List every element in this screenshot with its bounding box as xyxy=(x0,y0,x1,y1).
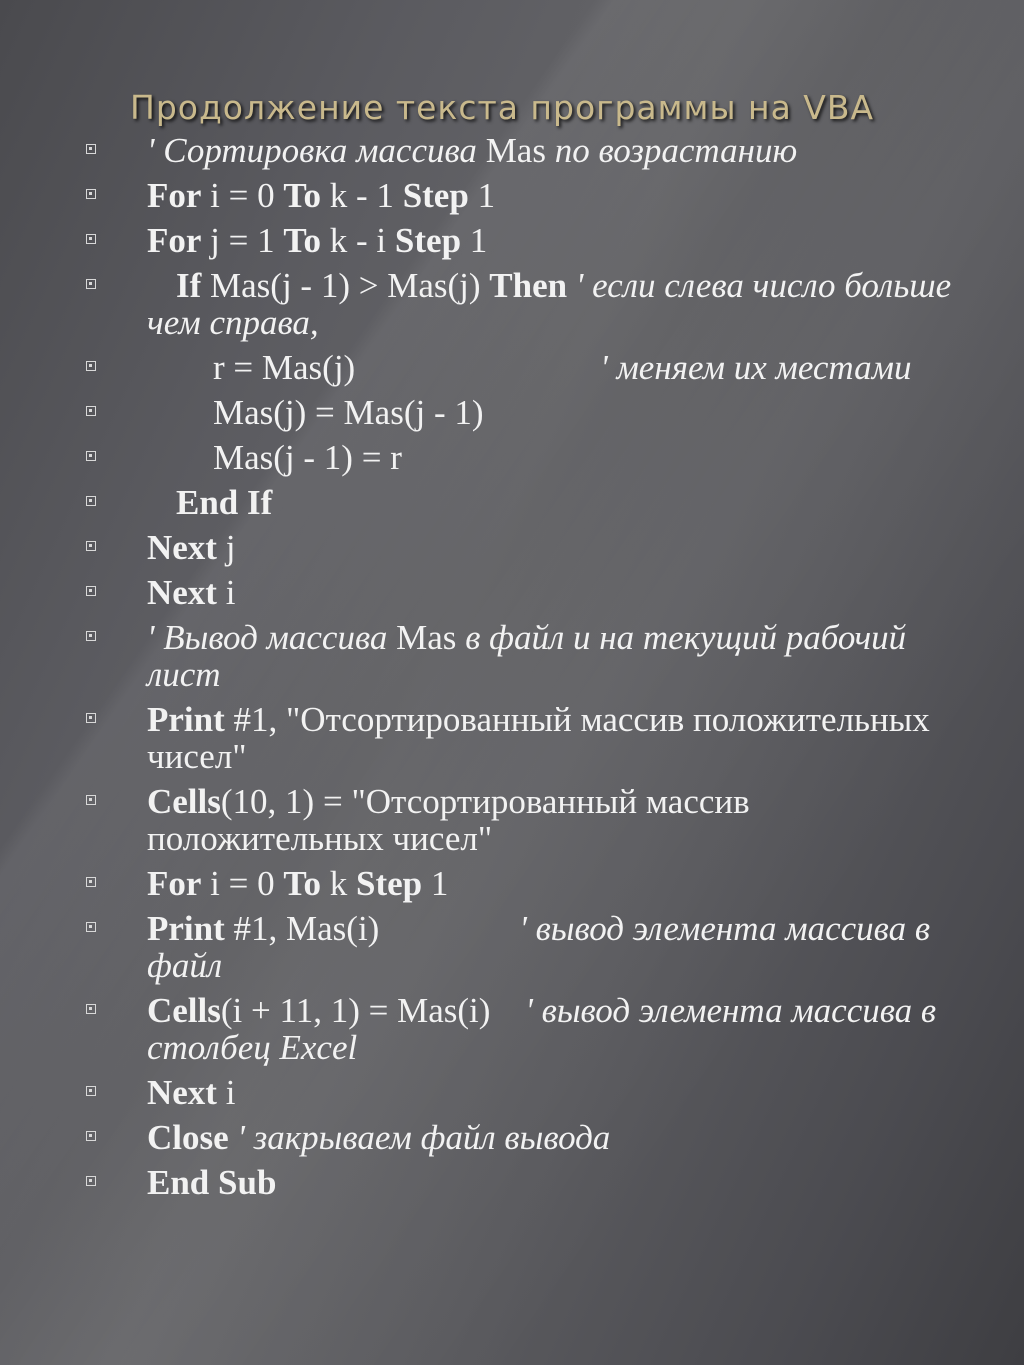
code-text: k - i xyxy=(321,221,395,260)
code-text: Mas xyxy=(476,131,555,170)
keyword: End If xyxy=(176,483,273,522)
keyword: Next xyxy=(147,573,217,612)
keyword: Step xyxy=(356,864,423,903)
keyword: If xyxy=(176,266,202,305)
bullet-icon xyxy=(86,586,96,596)
bullet-icon xyxy=(86,713,96,723)
bullet-icon xyxy=(86,234,96,244)
code-line xyxy=(86,439,986,476)
code-text: (10, 1) = "Отсортированный массив положительных чисел" xyxy=(147,782,750,858)
bullet-icon xyxy=(86,795,96,805)
comment-text: в файл и на текущий рабочий лист xyxy=(147,618,907,694)
code-line xyxy=(86,910,986,984)
spacer xyxy=(355,348,600,387)
comment-text: ' вывод элемента массива в файл xyxy=(147,909,931,985)
bullet-icon xyxy=(86,496,96,506)
code-line xyxy=(86,349,986,386)
code-text: Mas xyxy=(387,618,466,657)
bullet-icon xyxy=(86,922,96,932)
code-text: i = 0 xyxy=(201,864,284,903)
code-line xyxy=(86,177,986,214)
code-text: i = 0 xyxy=(201,176,284,215)
bullet-icon xyxy=(86,1131,96,1141)
code-line xyxy=(86,132,986,169)
keyword: Cells xyxy=(147,991,221,1030)
code-text: i xyxy=(216,573,236,612)
bullet-icon xyxy=(86,451,96,461)
code-text: #1, "Отсортированный массив положительных чисел" xyxy=(147,700,930,776)
comment-text: ' Вывод массива xyxy=(147,618,388,657)
comment-text: ' Сортировка массива xyxy=(147,131,477,170)
comment-text: ' меняем их местами xyxy=(600,348,912,387)
code-line xyxy=(86,222,986,259)
code-text: j xyxy=(216,528,236,567)
code-text: 1 xyxy=(461,221,488,260)
keyword: Print xyxy=(147,700,225,739)
slide-title: Продолжение текста программы на VBA xyxy=(130,88,875,127)
code-text: (i + 11, 1) = Mas(i) xyxy=(220,991,526,1030)
keyword: Print xyxy=(147,909,225,948)
code-line xyxy=(86,701,986,775)
keyword: For xyxy=(147,864,202,903)
code-line xyxy=(86,865,986,902)
bullet-icon xyxy=(86,144,96,154)
keyword: For xyxy=(147,176,202,215)
code-text: #1, Mas(i) xyxy=(224,909,520,948)
comment-text: ' вывод элемента массива в столбец Excel xyxy=(147,991,937,1067)
code-line xyxy=(86,619,986,693)
code-text: 1 xyxy=(422,864,449,903)
code-text: i xyxy=(216,1073,236,1112)
code-text: k xyxy=(321,864,357,903)
keyword: Step xyxy=(394,221,462,260)
code-line xyxy=(86,783,986,857)
keyword: For xyxy=(147,221,202,260)
keyword: End Sub xyxy=(147,1163,277,1202)
bullet-icon xyxy=(86,541,96,551)
code-line xyxy=(86,992,986,1066)
code-text: 1 xyxy=(468,176,496,215)
bullet-icon xyxy=(86,1004,96,1014)
code-text: Mas(j) = Mas(j - 1) xyxy=(213,393,484,432)
code-text: k - 1 xyxy=(321,176,403,215)
bullet-icon xyxy=(86,189,96,199)
bullet-icon xyxy=(86,631,96,641)
code-line xyxy=(86,484,986,521)
keyword: Close xyxy=(147,1118,229,1157)
keyword: Next xyxy=(147,1073,217,1112)
code-line xyxy=(86,529,986,566)
keyword: Step xyxy=(402,176,469,215)
bullet-icon xyxy=(86,877,96,887)
keyword: Next xyxy=(147,528,217,567)
bullet-icon xyxy=(86,279,96,289)
code-text: Mas(j - 1) = r xyxy=(213,438,402,477)
code-line xyxy=(86,267,986,341)
bullet-icon xyxy=(86,1176,96,1186)
code-text: Mas(j - 1) > Mas(j) xyxy=(201,266,490,305)
code-line xyxy=(86,1164,986,1201)
bullet-icon xyxy=(86,406,96,416)
code-text: j = 1 xyxy=(201,221,284,260)
code-line xyxy=(86,1119,986,1156)
bullet-icon xyxy=(86,1086,96,1096)
comment-text: по возрастанию xyxy=(554,131,798,170)
code-line xyxy=(86,394,986,431)
comment-text: ' если слева число больше чем справа, xyxy=(147,266,952,342)
code-line xyxy=(86,574,986,611)
keyword: To xyxy=(283,176,322,215)
keyword: Cells xyxy=(147,782,221,821)
code-list xyxy=(86,132,986,1209)
bullet-icon xyxy=(86,361,96,371)
code-line xyxy=(86,1074,986,1111)
keyword: To xyxy=(283,864,322,903)
comment-text: ' закрываем файл вывода xyxy=(228,1118,611,1157)
keyword: To xyxy=(283,221,322,260)
keyword: Then xyxy=(489,266,568,305)
code-text: r = Mas(j) xyxy=(213,348,356,387)
